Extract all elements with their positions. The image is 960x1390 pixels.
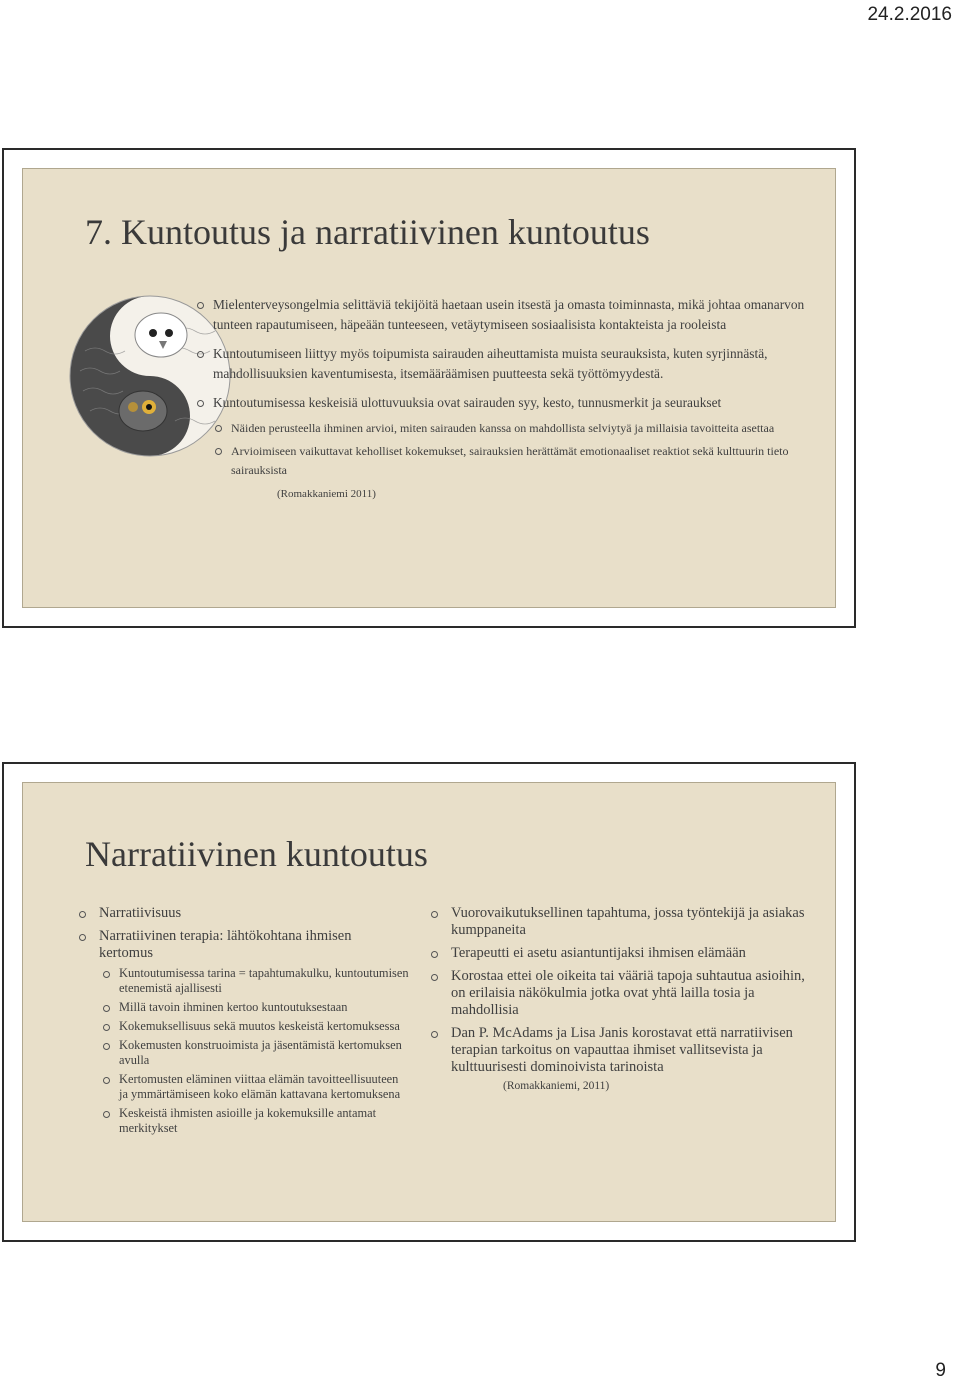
bullet-text: Dan P. McAdams ja Lisa Janis korostavat että narratiivisen terapian tarkoitus on vapauttaa ihmiset vallitsevista ja kulttuurisesti dominoivista tarinoista — [451, 1025, 793, 1075]
sub-list-item: Keskeistä ihmisten asioille ja kokemuksille antamat merkitykset — [99, 1106, 409, 1136]
left-column-list — [79, 905, 409, 1142]
list-item: Korostaa ettei ole oikeita tai vääriä tapoja suhtautua asioihin, on erilaisia näkökulmia jotka ovat yhtä lailla tosia ja mahdollisia — [431, 968, 811, 1019]
slide-1-bullet-list — [213, 295, 813, 513]
header-date: 24.2.2016 — [867, 4, 952, 25]
citation: (Romakkaniemi 2011) — [277, 488, 376, 500]
sub-list-item: Kokemusten konstruoimista ja jäsentämistä kertomuksen avulla — [99, 1038, 409, 1068]
slide-2 — [2, 762, 856, 1242]
slide-1-title: 7. Kuntoutus ja narratiivinen kuntoutus — [85, 212, 650, 252]
slide-1-content — [22, 168, 836, 608]
owl-illustration-icon — [65, 291, 235, 461]
slide-1 — [2, 148, 856, 628]
sub-list-item: Kertomusten eläminen viittaa elämän tavoitteellisuuteen ja ymmärtämiseen koko elämän kattavana kertomuksena — [99, 1072, 409, 1102]
sub-list-item: Kuntoutumisessa tarina = tapahtumakulku, kuntoutumisen etenemistä ajallisesti — [99, 966, 409, 996]
page-number: 9 — [935, 1360, 946, 1381]
sub-bullet-list — [213, 419, 813, 480]
slide-2-content — [22, 782, 836, 1222]
sub-list-item: Kokemuksellisuus sekä muutos keskeistä kertomuksessa — [99, 1019, 409, 1034]
list-item: Vuorovaikutuksellinen tapahtuma, jossa työntekijä ja asiakas kumppaneita — [431, 905, 811, 939]
list-item — [431, 1025, 811, 1095]
bullet-text: Kuntoutumiseen liittyy myös toipumista sairauden aiheuttamista muista seurauksista, kuten syrjinnästä, mahdollisuuksien kaventumisesta, itsemääräämisen puutteesta sekä työttömyydestä. — [213, 346, 768, 381]
citation: (Romakkaniemi, 2011) — [503, 1080, 610, 1092]
bullet-text: Kuntoutumisessa keskeisiä ulottuvuuksia ovat sairauden syy, kesto, tunnusmerkit ja seuraukset — [213, 395, 722, 410]
bullet-text: Mielenterveysongelmia selittäviä tekijöitä haetaan usein itsestä ja omasta toiminnasta, mikä johtaa omanarvon tunteen rapautumiseen, häpeään tunteeseen, vetäytymiseen sosiaalisista kontakteista ja rooleista — [213, 297, 805, 332]
list-item: Narratiivisuus — [79, 905, 409, 922]
list-item — [213, 295, 813, 335]
list-item — [213, 344, 813, 384]
list-item: Terapeutti ei asetu asiantuntijaksi ihmisen elämään — [431, 945, 811, 962]
sub-list-item: Näiden perusteella ihminen arvioi, miten sairauden kanssa on mahdollista selviytyä ja millaisia tavoitteita asettaa — [231, 419, 813, 438]
list-item — [213, 393, 813, 504]
sub-list-item: Arvioimiseen vaikuttavat keholliset kokemukset, sairauksien herättämät emotionaaliset reaktiot sekä kulttuurin tieto sairauksista — [231, 442, 813, 480]
sub-list-item: Millä tavoin ihminen kertoo kuntoutuksestaan — [99, 1000, 409, 1015]
bullet-text: Narratiivinen terapia: lähtökohtana ihmisen kertomus — [99, 928, 352, 961]
right-column-list — [431, 905, 811, 1101]
list-item — [79, 928, 409, 1136]
slide-2-title: Narratiivinen kuntoutus — [85, 834, 428, 874]
sub-bullet-list — [99, 966, 409, 1136]
